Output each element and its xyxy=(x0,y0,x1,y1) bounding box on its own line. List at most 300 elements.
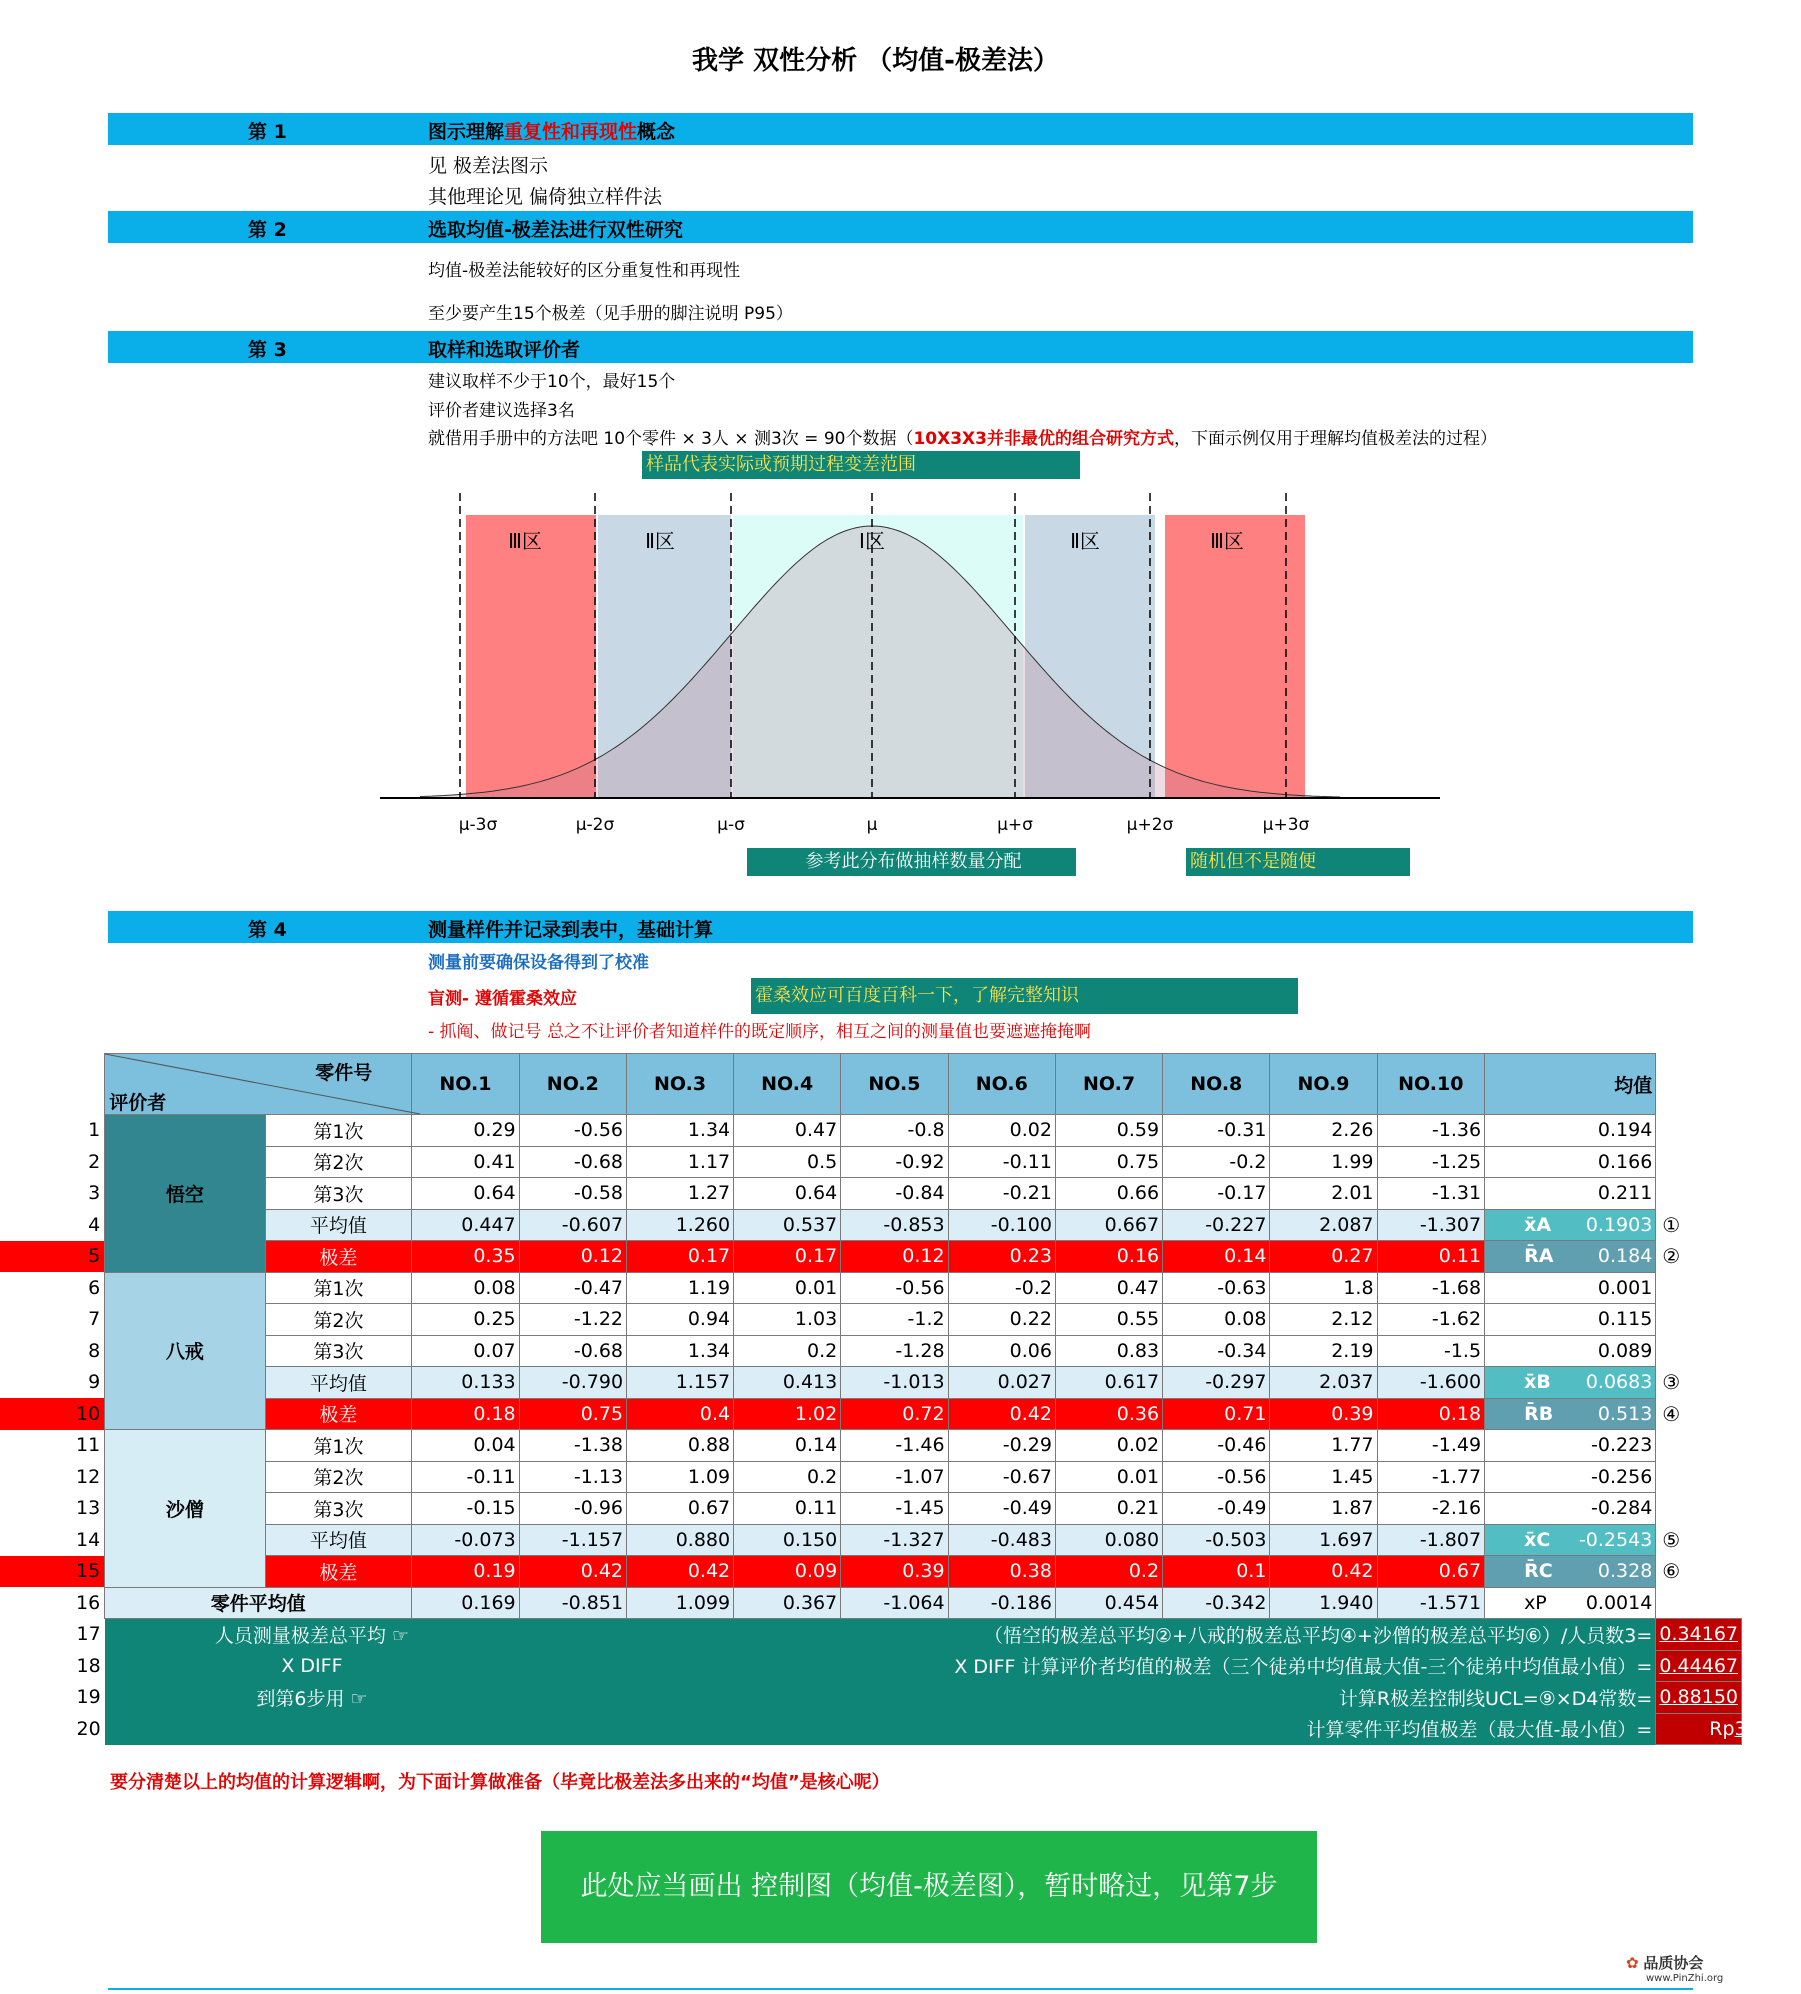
sigma-label-plus2: μ+2σ xyxy=(1126,815,1174,835)
part-average-cell: -0.851 xyxy=(519,1587,626,1619)
measurement-cell: 1.8 xyxy=(1270,1272,1377,1304)
measurement-cell: 0.2 xyxy=(1055,1556,1162,1588)
measurement-cell: 0.18 xyxy=(1377,1398,1485,1430)
trial-label: 平均值 xyxy=(265,1367,412,1399)
measurement-cell: 1.19 xyxy=(627,1272,734,1304)
measurement-cell: 0.22 xyxy=(948,1304,1055,1336)
row-mean: -0.223 xyxy=(1485,1430,1656,1462)
measurement-cell: 0.11 xyxy=(1377,1241,1485,1273)
measurement-cell: -0.11 xyxy=(948,1146,1055,1178)
row-index: 3 xyxy=(88,1182,101,1205)
stat-cell xyxy=(1485,1524,1656,1556)
measurement-cell: 0.1 xyxy=(1163,1556,1270,1588)
measurement-cell: 1.260 xyxy=(627,1209,734,1241)
calc-formula: （悟空的极差总平均②+八戒的极差总平均④+沙僧的极差总平均⑥）/人员数3= xyxy=(519,1619,1656,1651)
measurement-cell: -1.5 xyxy=(1377,1335,1485,1367)
stat-value: 0.1903 xyxy=(1585,1213,1653,1236)
measurement-cell: -0.68 xyxy=(519,1146,626,1178)
measurement-cell: -1.807 xyxy=(1377,1524,1485,1556)
step3-line1: 建议取样不少于10个，最好15个 xyxy=(428,372,676,392)
step4-line2: 盲测- 遵循霍桑效应 xyxy=(428,989,577,1009)
row-index: 5 xyxy=(0,1241,105,1273)
corner-parts-label: 零件号 xyxy=(315,1062,373,1084)
step4-line3: - 抓阄、做记号 总之不让评价者知道样件的既定顺序，相互之间的测量值也要遮遮掩掩啊 xyxy=(428,1022,1091,1042)
step4-line1: 测量前要确保设备得到了校准 xyxy=(428,953,649,973)
step3-number: 第 3 xyxy=(248,339,287,361)
measurement-cell: -0.46 xyxy=(1163,1430,1270,1462)
row-mean: -0.284 xyxy=(1485,1493,1656,1525)
measurement-cell: 0.39 xyxy=(841,1556,948,1588)
measurement-cell: 0.75 xyxy=(519,1398,626,1430)
measurement-cell: 1.03 xyxy=(734,1304,841,1336)
measurement-cell: 1.34 xyxy=(627,1335,734,1367)
row-mean: 0.115 xyxy=(1485,1304,1656,1336)
measurement-cell: 1.45 xyxy=(1270,1461,1377,1493)
trial-label: 第1次 xyxy=(265,1272,412,1304)
row-index: 7 xyxy=(88,1308,101,1331)
measurement-cell: -0.67 xyxy=(948,1461,1055,1493)
stat-cell xyxy=(1485,1241,1656,1273)
measurement-cell: -1.07 xyxy=(841,1461,948,1493)
calc-label xyxy=(105,1713,519,1745)
measurement-table xyxy=(0,1053,1801,1745)
table-row xyxy=(0,1115,1751,1147)
calc-result-value: 3.5111 xyxy=(1734,1717,1801,1740)
measurement-cell: 0.880 xyxy=(627,1524,734,1556)
mean-header: 均值 xyxy=(1485,1054,1656,1115)
calc-label: 人员测量极差总平均 ☞ xyxy=(105,1619,519,1651)
measurement-cell: 0.47 xyxy=(734,1115,841,1147)
stat-marker: ⑥ xyxy=(1656,1556,1742,1588)
stat-symbol: x̄A xyxy=(1524,1213,1552,1236)
row-index: 17 xyxy=(76,1623,101,1646)
appraiser-name: 沙僧 xyxy=(105,1430,265,1588)
appraiser-name: 八戒 xyxy=(105,1272,265,1430)
measurement-cell: 0.59 xyxy=(1055,1115,1162,1147)
part-header: NO.9 xyxy=(1270,1054,1377,1115)
measurement-cell: -0.21 xyxy=(948,1178,1055,1210)
measurement-cell: -1.38 xyxy=(519,1430,626,1462)
trial-label: 平均值 xyxy=(265,1209,412,1241)
measurement-cell: 0.47 xyxy=(1055,1272,1162,1304)
measurement-cell: 1.99 xyxy=(1270,1146,1377,1178)
measurement-cell: -1.013 xyxy=(841,1367,948,1399)
calc-result xyxy=(1656,1713,1801,1745)
measurement-cell: 1.157 xyxy=(627,1367,734,1399)
row-index: 6 xyxy=(88,1276,101,1299)
sigma-label-minus3: μ-3σ xyxy=(458,815,498,835)
measurement-cell: -0.853 xyxy=(841,1209,948,1241)
measurement-cell: -0.607 xyxy=(519,1209,626,1241)
calc-row xyxy=(0,1650,1751,1682)
measurement-cell: 0.42 xyxy=(627,1556,734,1588)
step3-heading: 取样和选取评价者 xyxy=(428,339,581,361)
footer-note: 要分清楚以上的均值的计算逻辑啊，为下面计算做准备（毕竟比极差法多出来的“均值”是核心呢） xyxy=(110,1772,890,1793)
measurement-cell: 0.2 xyxy=(734,1461,841,1493)
zone-label-3-left: Ⅲ区 xyxy=(508,529,542,553)
calc-formula: 计算R极差控制线UCL=⑨×D4常数= xyxy=(519,1682,1656,1714)
measurement-cell: -1.28 xyxy=(841,1335,948,1367)
zone-3-left xyxy=(466,515,596,798)
stat-marker: ③ xyxy=(1656,1367,1742,1399)
row-mean: 0.089 xyxy=(1485,1335,1656,1367)
measurement-cell: 0.4 xyxy=(627,1398,734,1430)
measurement-cell: 0.72 xyxy=(841,1398,948,1430)
stat-value: 0.328 xyxy=(1597,1560,1653,1583)
stat-cell xyxy=(1485,1556,1656,1588)
measurement-cell: -1.31 xyxy=(1377,1178,1485,1210)
step1-line2: 其他理论见 偏倚独立样件法 xyxy=(428,186,663,208)
stat-cell xyxy=(1485,1398,1656,1430)
part-average-cell: 1.099 xyxy=(627,1587,734,1619)
trial-label: 第2次 xyxy=(265,1304,412,1336)
calc-result-value: 0.34167 xyxy=(1659,1623,1738,1646)
part-header: NO.4 xyxy=(734,1054,841,1115)
row-index: 11 xyxy=(76,1434,101,1457)
measurement-cell: 0.12 xyxy=(519,1241,626,1273)
part-average-cell: -1.571 xyxy=(1377,1587,1485,1619)
measurement-cell: 0.25 xyxy=(412,1304,519,1336)
measurement-cell: 1.87 xyxy=(1270,1493,1377,1525)
measurement-cell: 0.88 xyxy=(627,1430,734,1462)
sigma-label-minus2: μ-2σ xyxy=(575,815,615,835)
stat-symbol: R̄C xyxy=(1524,1560,1553,1583)
corner-appraiser-label: 评价者 xyxy=(109,1092,167,1114)
stat-value: 0.513 xyxy=(1597,1402,1653,1425)
step4-bar xyxy=(108,911,1693,943)
part-header: NO.5 xyxy=(841,1054,948,1115)
measurement-cell: -0.8 xyxy=(841,1115,948,1147)
stat-marker: ① xyxy=(1656,1209,1742,1241)
measurement-cell: 2.087 xyxy=(1270,1209,1377,1241)
step2-line2: 至少要产生15个极差（见手册的脚注说明 P95） xyxy=(428,304,793,324)
measurement-cell: 0.14 xyxy=(734,1430,841,1462)
measurement-cell: 0.06 xyxy=(948,1335,1055,1367)
calc-label: 到第6步用 ☞ xyxy=(105,1682,519,1714)
measurement-cell: -1.600 xyxy=(1377,1367,1485,1399)
sigma-label-plus1: μ+σ xyxy=(997,815,1033,835)
measurement-cell: 0.19 xyxy=(412,1556,519,1588)
step1-heading: 图示理解重复性和再现性概念 xyxy=(428,121,676,143)
sample-range-box: 样品代表实际或预期过程变差范围 xyxy=(642,451,1080,479)
part-average-row xyxy=(0,1587,1751,1619)
zone-label-2-right: Ⅱ区 xyxy=(1070,529,1100,553)
measurement-cell: -0.073 xyxy=(412,1524,519,1556)
row-index: 10 xyxy=(0,1398,105,1430)
row-index: 15 xyxy=(0,1556,105,1588)
measurement-cell: 0.667 xyxy=(1055,1209,1162,1241)
measurement-cell: 0.14 xyxy=(1163,1241,1270,1273)
stat-symbol: R̄B xyxy=(1524,1402,1554,1425)
measurement-cell: -0.227 xyxy=(1163,1209,1270,1241)
part-header: NO.8 xyxy=(1163,1054,1270,1115)
zone-3-right xyxy=(1165,515,1305,798)
step3-bar xyxy=(108,331,1693,363)
normal-distribution-diagram xyxy=(380,488,1460,848)
step2-bar xyxy=(108,211,1693,243)
measurement-cell: -0.96 xyxy=(519,1493,626,1525)
measurement-cell: -0.2 xyxy=(948,1272,1055,1304)
measurement-cell: 1.34 xyxy=(627,1115,734,1147)
measurement-cell: 2.037 xyxy=(1270,1367,1377,1399)
stat-marker: ② xyxy=(1656,1241,1742,1273)
random-note-box: 随机但不是随便 xyxy=(1186,848,1410,876)
measurement-cell: -1.68 xyxy=(1377,1272,1485,1304)
row-mean: 0.166 xyxy=(1485,1146,1656,1178)
measurement-cell: 0.67 xyxy=(627,1493,734,1525)
calc-row xyxy=(0,1619,1751,1651)
part-average-cell: 1.940 xyxy=(1270,1587,1377,1619)
stat-marker: ⑤ xyxy=(1656,1524,1742,1556)
measurement-cell: 1.17 xyxy=(627,1146,734,1178)
measurement-cell: 0.12 xyxy=(841,1241,948,1273)
part-header: NO.3 xyxy=(627,1054,734,1115)
measurement-cell: 0.17 xyxy=(627,1241,734,1273)
bottom-divider xyxy=(108,1988,1693,1990)
measurement-cell: 0.83 xyxy=(1055,1335,1162,1367)
measurement-cell: 0.35 xyxy=(412,1241,519,1273)
stat-value: 0.184 xyxy=(1597,1245,1653,1268)
measurement-cell: -1.13 xyxy=(519,1461,626,1493)
measurement-cell: -1.307 xyxy=(1377,1209,1485,1241)
measurement-cell: 0.537 xyxy=(734,1209,841,1241)
step2-heading: 选取均值-极差法进行双性研究 xyxy=(428,219,683,241)
measurement-cell: -0.56 xyxy=(1163,1461,1270,1493)
measurement-cell: 0.64 xyxy=(734,1178,841,1210)
measurement-cell: -0.15 xyxy=(412,1493,519,1525)
row-index: 16 xyxy=(0,1587,105,1619)
calc-formula: X DIFF 计算评价者均值的极差（三个徒弟中均值最大值-三个徒弟中均值最小值）= xyxy=(519,1650,1656,1682)
measurement-cell: 1.02 xyxy=(734,1398,841,1430)
measurement-cell: -0.31 xyxy=(1163,1115,1270,1147)
stat-symbol: x̄C xyxy=(1524,1528,1551,1551)
row-mean: 0.194 xyxy=(1485,1115,1656,1147)
part-average-cell: -0.186 xyxy=(948,1587,1055,1619)
part-average-cell: 0.169 xyxy=(412,1587,519,1619)
part-header: NO.7 xyxy=(1055,1054,1162,1115)
measurement-cell: 0.027 xyxy=(948,1367,1055,1399)
measurement-cell: 0.150 xyxy=(734,1524,841,1556)
measurement-cell: 0.07 xyxy=(412,1335,519,1367)
measurement-cell: 0.36 xyxy=(1055,1398,1162,1430)
calc-result xyxy=(1656,1682,1742,1714)
measurement-cell: 0.617 xyxy=(1055,1367,1162,1399)
measurement-cell: 0.21 xyxy=(1055,1493,1162,1525)
measurement-cell: -1.2 xyxy=(841,1304,948,1336)
measurement-cell: -1.46 xyxy=(841,1430,948,1462)
row-index: 1 xyxy=(88,1119,101,1142)
calc-row xyxy=(0,1682,1751,1714)
part-header: NO.10 xyxy=(1377,1054,1485,1115)
row-index: 9 xyxy=(88,1371,101,1394)
trial-label: 第1次 xyxy=(265,1430,412,1462)
measurement-cell: -0.17 xyxy=(1163,1178,1270,1210)
measurement-cell: 0.080 xyxy=(1055,1524,1162,1556)
zone-label-3-right: Ⅲ区 xyxy=(1210,529,1244,553)
measurement-cell: -1.327 xyxy=(841,1524,948,1556)
sigma-label-plus3: μ+3σ xyxy=(1262,815,1310,835)
page-title: 我学 双性分析 （均值-极差法） xyxy=(692,46,1059,76)
measurement-cell: -0.92 xyxy=(841,1146,948,1178)
stat-marker: ④ xyxy=(1656,1398,1742,1430)
measurement-cell: -0.56 xyxy=(841,1272,948,1304)
stat-value: -0.2543 xyxy=(1578,1528,1653,1551)
step4-heading: 测量样件并记录到表中，基础计算 xyxy=(428,919,714,941)
trial-label: 第2次 xyxy=(265,1461,412,1493)
logo-mark-icon: ✿ xyxy=(1626,1954,1639,1972)
measurement-cell: 0.75 xyxy=(1055,1146,1162,1178)
step2-line1: 均值-极差法能较好的区分重复性和再现性 xyxy=(428,261,741,281)
part-average-label: 零件平均值 xyxy=(105,1587,412,1619)
step1-line1: 见 极差法图示 xyxy=(428,155,549,177)
grand-mean-symbol: xP xyxy=(1524,1591,1547,1614)
measurement-cell: -0.49 xyxy=(1163,1493,1270,1525)
trial-label: 极差 xyxy=(265,1556,412,1588)
calc-result-value: 0.44467 xyxy=(1659,1654,1738,1677)
grand-mean-value: 0.0014 xyxy=(1585,1591,1653,1614)
measurement-cell: 0.94 xyxy=(627,1304,734,1336)
measurement-cell: 0.01 xyxy=(1055,1461,1162,1493)
measurement-cell: -1.45 xyxy=(841,1493,948,1525)
measurement-cell: 0.01 xyxy=(734,1272,841,1304)
measurement-cell: -1.49 xyxy=(1377,1430,1485,1462)
measurement-cell: 1.27 xyxy=(627,1178,734,1210)
row-index: 20 xyxy=(76,1717,101,1740)
calc-result xyxy=(1656,1650,1742,1682)
measurement-cell: -0.58 xyxy=(519,1178,626,1210)
hawthorne-note-box: 霍桑效应可百度百科一下，了解完整知识 xyxy=(751,978,1298,1014)
measurement-cell: 0.133 xyxy=(412,1367,519,1399)
measurement-cell: 0.55 xyxy=(1055,1304,1162,1336)
grand-mean-cell xyxy=(1485,1587,1656,1619)
measurement-cell: 0.02 xyxy=(1055,1430,1162,1462)
row-index: 12 xyxy=(76,1465,101,1488)
measurement-cell: 0.02 xyxy=(948,1115,1055,1147)
calc-formula: 计算零件平均值极差（最大值-最小值）= xyxy=(519,1713,1656,1745)
measurement-cell: -0.2 xyxy=(1163,1146,1270,1178)
step4-number: 第 4 xyxy=(248,919,287,941)
measurement-cell: 0.18 xyxy=(412,1398,519,1430)
calc-result-symbol: Rp xyxy=(1709,1717,1735,1740)
trial-label: 第3次 xyxy=(265,1335,412,1367)
measurement-cell: 0.08 xyxy=(412,1272,519,1304)
measurement-cell: -1.157 xyxy=(519,1524,626,1556)
step3-line3: 就借用手册中的方法吧 10个零件 × 3人 × 测3次 = 90个数据（10X3X3并非最优的组合研究方式，下面示例仅用于理解均值极差法的过程） xyxy=(428,429,1497,449)
appraiser-name: 悟空 xyxy=(105,1115,265,1273)
part-header: NO.1 xyxy=(412,1054,519,1115)
row-index: 4 xyxy=(88,1213,101,1236)
measurement-cell: -0.11 xyxy=(412,1461,519,1493)
row-index: 14 xyxy=(76,1528,101,1551)
measurement-cell: 2.12 xyxy=(1270,1304,1377,1336)
row-index: 8 xyxy=(88,1339,101,1362)
measurement-cell: -0.503 xyxy=(1163,1524,1270,1556)
measurement-cell: -1.22 xyxy=(519,1304,626,1336)
row-index: 19 xyxy=(76,1686,101,1709)
trial-label: 第3次 xyxy=(265,1493,412,1525)
measurement-cell: 0.29 xyxy=(412,1115,519,1147)
measurement-cell: -0.68 xyxy=(519,1335,626,1367)
row-mean: 0.001 xyxy=(1485,1272,1656,1304)
part-average-cell: 0.454 xyxy=(1055,1587,1162,1619)
calc-label: X DIFF xyxy=(105,1650,519,1682)
table-corner-header xyxy=(105,1054,412,1115)
measurement-cell: -0.49 xyxy=(948,1493,1055,1525)
measurement-cell: 0.42 xyxy=(948,1398,1055,1430)
trial-label: 第3次 xyxy=(265,1178,412,1210)
part-header: NO.2 xyxy=(519,1054,626,1115)
stat-symbol: R̄A xyxy=(1524,1245,1554,1268)
measurement-cell: -1.36 xyxy=(1377,1115,1485,1147)
measurement-cell: 0.09 xyxy=(734,1556,841,1588)
sigma-label-minus1: μ-σ xyxy=(717,815,745,835)
measurement-cell: 0.11 xyxy=(734,1493,841,1525)
measurement-cell: -0.63 xyxy=(1163,1272,1270,1304)
measurement-cell: -0.790 xyxy=(519,1367,626,1399)
measurement-cell: 0.42 xyxy=(519,1556,626,1588)
measurement-cell: 0.16 xyxy=(1055,1241,1162,1273)
zone-label-1: Ⅰ区 xyxy=(859,529,885,553)
measurement-cell: -0.47 xyxy=(519,1272,626,1304)
step1-bar xyxy=(108,113,1693,145)
part-average-cell: -0.342 xyxy=(1163,1587,1270,1619)
part-average-cell: -1.064 xyxy=(841,1587,948,1619)
measurement-cell: -1.77 xyxy=(1377,1461,1485,1493)
measurement-cell: 0.23 xyxy=(948,1241,1055,1273)
trial-label: 第1次 xyxy=(265,1115,412,1147)
zone-label-2-left: Ⅱ区 xyxy=(645,529,675,553)
measurement-cell: 0.64 xyxy=(412,1178,519,1210)
measurement-cell: -0.84 xyxy=(841,1178,948,1210)
measurement-cell: -0.29 xyxy=(948,1430,1055,1462)
measurement-cell: 0.39 xyxy=(1270,1398,1377,1430)
measurement-cell: 1.697 xyxy=(1270,1524,1377,1556)
distribution-note-box: 参考此分布做抽样数量分配 xyxy=(747,848,1076,876)
measurement-cell: -0.56 xyxy=(519,1115,626,1147)
measurement-cell: 0.08 xyxy=(1163,1304,1270,1336)
table-row xyxy=(0,1272,1751,1304)
stat-cell xyxy=(1485,1209,1656,1241)
measurement-cell: 0.66 xyxy=(1055,1178,1162,1210)
sigma-label-mu: μ xyxy=(866,815,878,835)
stat-cell xyxy=(1485,1367,1656,1399)
part-header: NO.6 xyxy=(948,1054,1055,1115)
measurement-cell: 2.01 xyxy=(1270,1178,1377,1210)
calc-result-value: 0.88150 xyxy=(1659,1686,1738,1709)
measurement-cell: 0.2 xyxy=(734,1335,841,1367)
measurement-cell: 0.447 xyxy=(412,1209,519,1241)
measurement-cell: 1.77 xyxy=(1270,1430,1377,1462)
trial-label: 平均值 xyxy=(265,1524,412,1556)
measurement-cell: 0.04 xyxy=(412,1430,519,1462)
measurement-cell: 0.38 xyxy=(948,1556,1055,1588)
pinzhi-logo: ✿ 品质协会 www.PinZhi.org xyxy=(1626,1954,1724,1984)
table-row xyxy=(0,1430,1751,1462)
row-index: 18 xyxy=(76,1654,101,1677)
measurement-cell: 1.09 xyxy=(627,1461,734,1493)
row-index: 13 xyxy=(76,1497,101,1520)
row-index: 2 xyxy=(88,1150,101,1173)
measurement-cell: -0.297 xyxy=(1163,1367,1270,1399)
measurement-cell: 0.27 xyxy=(1270,1241,1377,1273)
step1-number: 第 1 xyxy=(248,121,287,143)
measurement-cell: -2.16 xyxy=(1377,1493,1485,1525)
part-average-cell: 0.367 xyxy=(734,1587,841,1619)
measurement-cell: -0.483 xyxy=(948,1524,1055,1556)
measurement-cell: -1.25 xyxy=(1377,1146,1485,1178)
measurement-cell: -1.62 xyxy=(1377,1304,1485,1336)
measurement-cell: 2.26 xyxy=(1270,1115,1377,1147)
